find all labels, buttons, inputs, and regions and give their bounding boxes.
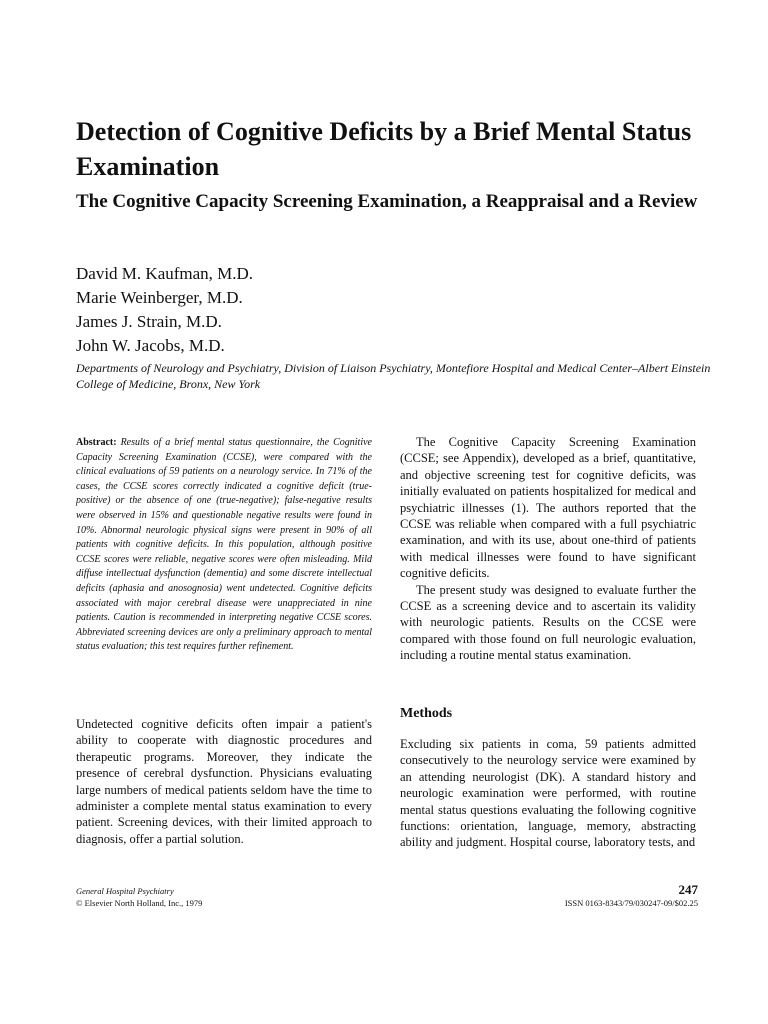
abstract-text: Results of a brief mental status questionnaire, the Cognitive Capacity Screening Examination (CCSE), were compared with the clinical evaluations of 59 patients on a neurology service. In 71% of the cases, the CCSE scores correctly indicated a cognitive deficit (true-positive) or the absence of one (true-negative); false-negative results were observed in 15% and questionable negative results were found in 10%. Abnormal neurologic physical signs were present in 90% of all patients with cognitive deficits. In this population, although positive CCSE scores were reliable, negative scores were often misleading. Mild diffuse intellectual dysfunction (dementia) and some discrete intellectual deficits (aphasia and anosognosia) went undetected. Cognitive deficits associated with major cerebral disease were unappreciated in nine patients. Caution is recommended in interpreting negative CCSE scores. Abbreviated screening devices are only a preliminary approach to mental status evaluation; this test requires further refinement.: [76, 437, 372, 653]
author-name: John W. Jacobs, M.D.: [76, 336, 225, 355]
copyright: © Elsevier North Holland, Inc., 1979: [76, 898, 203, 908]
author-name: James J. Strain, M.D.: [76, 312, 222, 331]
issn: ISSN 0163-8343/79/030247-09/$02.25: [564, 898, 698, 908]
journal-name: General Hospital Psychiatry: [76, 886, 174, 896]
abstract: [76, 436, 372, 655]
body-paragraph: The Cognitive Capacity Screening Examination (CCSE; see Appendix), developed as a brief, quantitative, and objective screening test for cognitive deficits, was initially evaluated on patients hospitalized for medical and psychiatric illnesses (1). The authors reported that the CCSE was reliable when compared with a full psychiatric examination, and with its use, about one-third of patients with medical illnesses were found to have significant cognitive deficits.: [400, 435, 696, 581]
author-list: [76, 262, 676, 358]
author-name: David M. Kaufman, M.D.: [76, 264, 254, 283]
body-paragraph: The present study was designed to evaluate further the CCSE as a screening device and to ascertain its validity with neurologic patients. Results on the CCSE were compared with those found on full neurologic evaluation, including a routine mental status examination.: [400, 582, 696, 663]
affiliation: Departments of Neurology and Psychiatry, Division of Liaison Psychiatry, Montefiore Hospital and Medical Center–Albert Einstein College of Medicine, Bronx, New York: [76, 361, 711, 391]
paper-title: Detection of Cognitive Deficits by a Brief Mental Status Examination: [76, 117, 692, 181]
author-name: Marie Weinberger, M.D.: [76, 288, 243, 307]
paper-subtitle: The Cognitive Capacity Screening Examination, a Reappraisal and a Review: [76, 191, 698, 212]
methods-heading: Methods: [400, 706, 453, 721]
abstract-label: Abstract:: [76, 437, 117, 448]
journal-footer: [76, 885, 376, 909]
right-column: [400, 434, 696, 664]
page-number: 247: [678, 882, 698, 897]
methods-paragraph: Excluding six patients in coma, 59 patients admitted consecutively to the neurology service were examined by an attending neurologist (DK). A standard history and neurologic examination were performed, with routine mental status questions evaluating the following cognitive functions: orientation, language, memory, abstracting ability and judgment. Hospital course, laboratory tests, and: [400, 737, 696, 850]
intro-paragraph: Undetected cognitive deficits often impair a patient's ability to cooperate with diagnostic procedures and therapeutic programs. Moreover, they indicate the presence of cerebral dysfunction. Physicians evaluating large numbers of medical patients seldom have the time to administer a complete mental status examination to every patient. Screening devices, with their limited approach to diagnosis, offer a partial solution.: [76, 717, 372, 846]
